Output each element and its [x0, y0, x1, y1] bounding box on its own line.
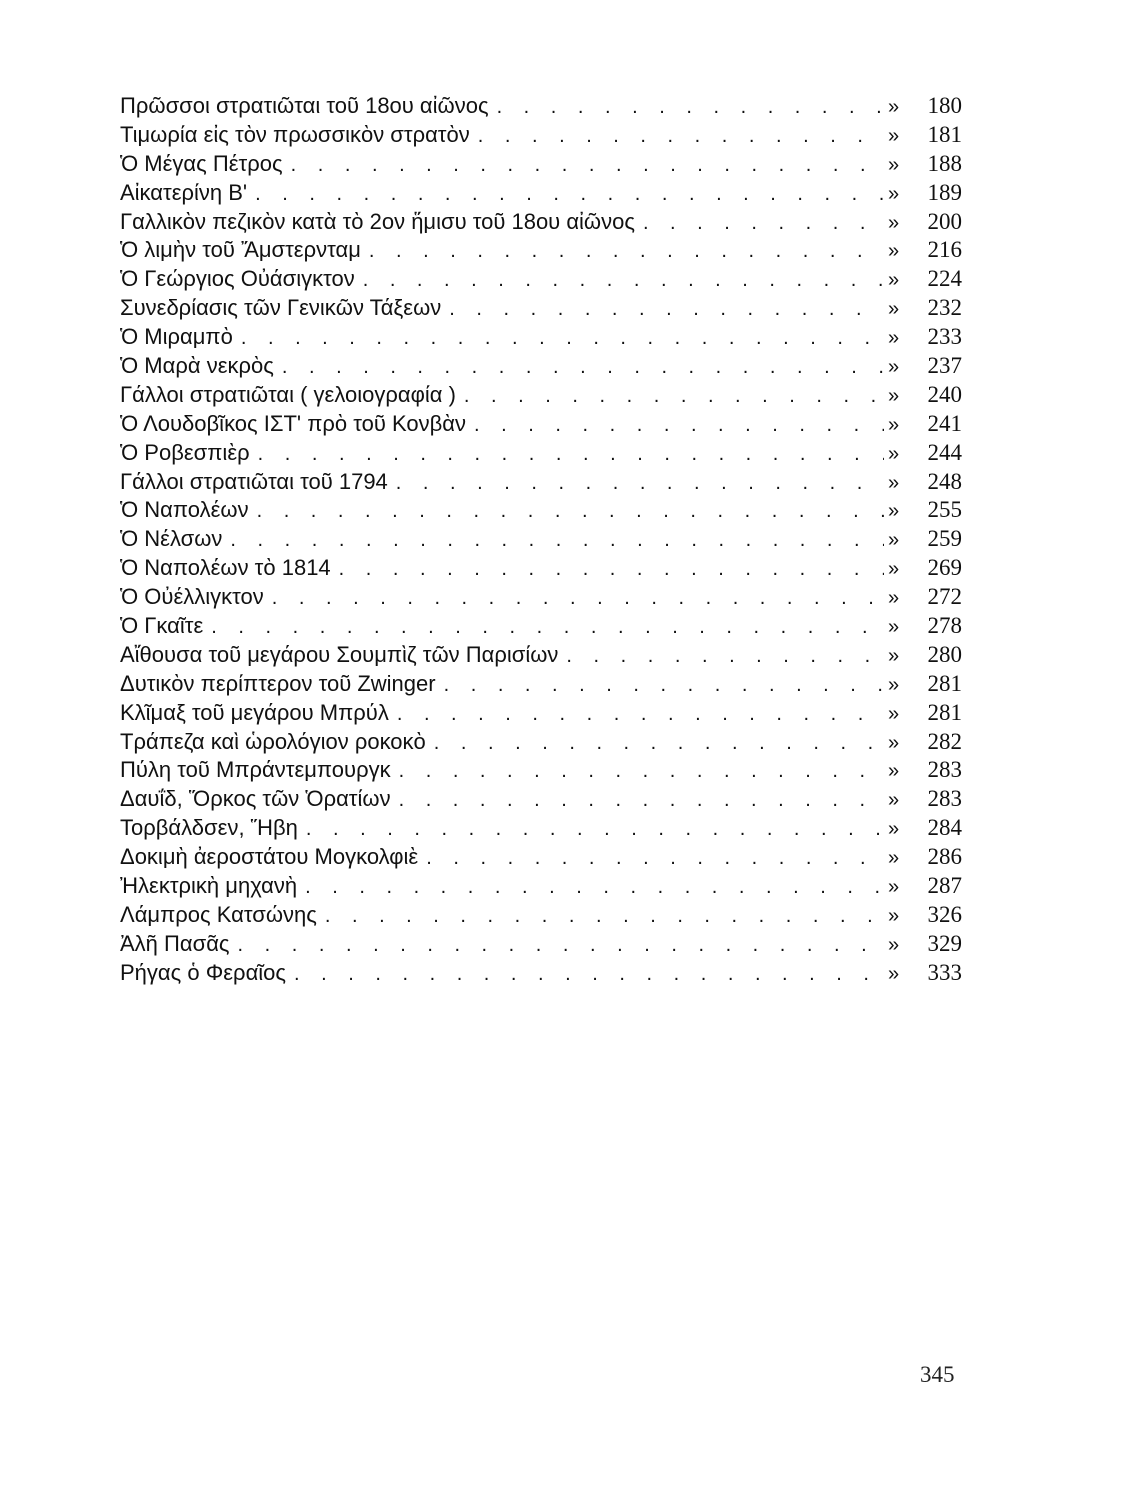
dot-leader	[643, 209, 884, 238]
toc-entry-page: 333	[927, 959, 962, 985]
toc-entry-title: Γάλλοι στρατιῶται τοῦ 1794	[120, 468, 388, 494]
toc-entry-title: Πρῶσσοι στρατιῶται τοῦ 18ου αἰῶνος	[120, 93, 489, 118]
toc-entry-title: Αἰκατερίνη Β'	[120, 179, 248, 205]
ditto-marker: »	[888, 96, 900, 118]
toc-entry	[120, 728, 962, 757]
dot-leader	[396, 469, 884, 498]
dot-leader	[272, 584, 884, 613]
table-of-illustrations	[120, 92, 962, 988]
toc-entry-page: 233	[927, 324, 962, 350]
toc-entry	[120, 265, 962, 294]
toc-entry	[120, 641, 962, 670]
toc-entry	[120, 814, 962, 843]
ditto-marker: »	[888, 731, 900, 754]
toc-entry	[120, 670, 962, 699]
ditto-marker: »	[888, 587, 900, 610]
toc-entry-page: 200	[927, 208, 962, 234]
dot-leader	[497, 93, 884, 122]
toc-entry-page: 237	[927, 353, 962, 379]
dot-leader	[211, 613, 884, 642]
toc-entry-title: Ὁ Ναπολέων	[120, 497, 249, 523]
ditto-marker: »	[888, 789, 900, 812]
toc-entry	[120, 525, 962, 554]
toc-entry-page: 329	[927, 930, 962, 956]
toc-entry	[120, 930, 962, 959]
dot-leader	[306, 815, 884, 844]
ditto-marker: »	[888, 760, 900, 783]
toc-entry-page: 248	[927, 468, 962, 494]
toc-entry-title: Συνεδρίασις τῶν Γενικῶν Τάξεων	[120, 295, 442, 321]
toc-entry-page: 283	[927, 757, 962, 783]
ditto-marker: »	[888, 933, 900, 956]
toc-entry	[120, 468, 962, 497]
toc-entry	[120, 785, 962, 814]
toc-entry-title: Ὁ Νέλσων	[120, 526, 223, 552]
ditto-marker: »	[888, 702, 900, 725]
toc-entry	[120, 208, 962, 237]
dot-leader	[566, 642, 884, 671]
ditto-marker: »	[888, 182, 900, 205]
ditto-marker: »	[888, 153, 900, 176]
toc-entry-page: 272	[927, 584, 962, 610]
dot-leader	[291, 151, 884, 180]
toc-entry-title: Ἀλῆ Πασᾶς	[120, 930, 230, 956]
toc-entry-title: Ὁ Οὐέλλιγκτον	[120, 584, 264, 610]
toc-entry-page: 286	[927, 844, 962, 870]
toc-entry-title: Ὁ Μιραμπὸ	[120, 324, 233, 350]
toc-entry-page: 281	[927, 699, 962, 725]
toc-entry-page: 244	[927, 439, 962, 465]
toc-entry	[120, 323, 962, 352]
dot-leader	[258, 440, 884, 469]
ditto-marker: »	[888, 558, 900, 581]
toc-entry-title: Τορβάλδσεν, Ἥβη	[120, 815, 298, 841]
toc-entry-title: Τιμωρία εἰς τὸν πρωσσικὸν στρατὸν	[120, 121, 470, 147]
toc-entry-title: Πύλη τοῦ Μπράντεμπουργκ	[120, 757, 391, 783]
toc-entry-title: Δυτικὸν περίπτερον τοῦ Zwinger	[120, 670, 436, 696]
toc-entry	[120, 612, 962, 641]
dot-leader	[257, 497, 884, 526]
dot-leader	[399, 757, 884, 786]
ditto-marker: »	[888, 616, 900, 639]
toc-entry	[120, 294, 962, 323]
page-number: 345	[920, 1362, 955, 1387]
dot-leader	[230, 526, 884, 555]
toc-entry-page: 326	[927, 901, 962, 927]
toc-entry-page: 240	[927, 381, 962, 407]
toc-entry-title: Αἴθουσα τοῦ μεγάρου Σουμπὶζ τῶν Παρισίων	[120, 641, 559, 667]
toc-entry	[120, 959, 962, 988]
toc-entry-title: Γάλλοι στρατιῶται ( γελοιογραφία )	[120, 381, 456, 407]
ditto-marker: »	[888, 644, 900, 667]
ditto-marker: »	[888, 904, 900, 927]
toc-entry-title: Γαλλικὸν πεζικὸν κατὰ τὸ 2ον ἥμισυ τοῦ 18ου αἰῶνος	[120, 208, 635, 234]
ditto-marker: »	[888, 356, 900, 379]
ditto-marker: »	[888, 818, 900, 841]
dot-leader	[426, 844, 884, 873]
toc-entry-page: 224	[927, 266, 962, 292]
ditto-marker: »	[888, 413, 900, 436]
toc-entry	[120, 179, 962, 208]
toc-entry-title: Ὁ Ναπολέων τὸ 1814	[120, 555, 331, 581]
toc-entry	[120, 150, 962, 179]
toc-entry-title: Ὁ Λουδοβῖκος ΙΣΤ' πρὸ τοῦ Κονβὰν	[120, 410, 467, 436]
dot-leader	[434, 729, 884, 758]
dot-leader	[444, 671, 884, 700]
toc-entry-title: Κλῖμαξ τοῦ μεγάρου Μπρύλ	[120, 699, 389, 725]
toc-entry-page: 188	[927, 150, 962, 176]
toc-entry	[120, 756, 962, 785]
toc-entry-page: 269	[927, 555, 962, 581]
dot-leader	[255, 180, 884, 209]
dot-leader	[464, 382, 884, 411]
toc-entry-page: 232	[927, 295, 962, 321]
toc-entry-title: Ὁ Γεώργιος Οὐάσιγκτον	[120, 266, 355, 292]
toc-entry-title: Ὁ Μέγας Πέτρος	[120, 150, 283, 176]
toc-entry-page: 280	[927, 641, 962, 667]
dot-leader	[294, 960, 884, 989]
toc-entry-page: 189	[927, 179, 962, 205]
toc-entry	[120, 583, 962, 612]
toc-entry-page: 241	[927, 410, 962, 436]
toc-entry-title: Ὁ λιμὴν τοῦ Ἄμστερνταμ	[120, 237, 361, 263]
toc-entry-title: Ὁ Μαρὰ νεκρὸς	[120, 353, 274, 379]
ditto-marker: »	[888, 124, 900, 147]
toc-entry-page: 255	[927, 497, 962, 523]
toc-entry-title: Ἠλεκτρικὴ μηχανὴ	[120, 873, 298, 899]
toc-entry	[120, 843, 962, 872]
dot-leader	[474, 411, 884, 440]
dot-leader	[478, 122, 884, 151]
toc-entry-page: 281	[927, 670, 962, 696]
toc-entry-title: Ὁ Ροβεσπιὲρ	[120, 439, 250, 465]
ditto-marker: »	[888, 962, 900, 985]
toc-entry-page: 181	[927, 121, 962, 147]
dot-leader	[399, 786, 884, 815]
dot-leader	[397, 700, 884, 729]
toc-entry	[120, 901, 962, 930]
ditto-marker: »	[888, 211, 900, 234]
toc-entry-title: Ὁ Γκαῖτε	[120, 613, 204, 639]
toc-entry	[120, 352, 962, 381]
toc-entry-page: 283	[927, 786, 962, 812]
dot-leader	[325, 902, 884, 931]
toc-entry	[120, 236, 962, 265]
ditto-marker: »	[888, 471, 900, 494]
toc-entry	[120, 381, 962, 410]
toc-entry	[120, 92, 962, 121]
dot-leader	[238, 931, 884, 960]
ditto-marker: »	[888, 500, 900, 523]
toc-entry	[120, 410, 962, 439]
ditto-marker: »	[888, 269, 900, 292]
ditto-marker: »	[888, 529, 900, 552]
toc-entry-page: 180	[927, 93, 962, 118]
dot-leader	[241, 324, 884, 353]
toc-entry-page: 287	[927, 873, 962, 899]
dot-leader	[282, 353, 884, 382]
toc-entry	[120, 439, 962, 468]
dot-leader	[449, 295, 884, 324]
ditto-marker: »	[888, 442, 900, 465]
toc-entry-page: 259	[927, 526, 962, 552]
toc-entry-title: Ρήγας ὁ Φεραῖος	[120, 959, 287, 985]
ditto-marker: »	[888, 240, 900, 263]
toc-entry-page: 216	[927, 237, 962, 263]
dot-leader	[305, 873, 884, 902]
ditto-marker: »	[888, 327, 900, 350]
ditto-marker: »	[888, 298, 900, 321]
dot-leader	[339, 555, 884, 584]
toc-entry	[120, 496, 962, 525]
toc-entry	[120, 699, 962, 728]
ditto-marker: »	[888, 384, 900, 407]
ditto-marker: »	[888, 847, 900, 870]
toc-entry-page: 278	[927, 613, 962, 639]
dot-leader	[369, 237, 884, 266]
toc-entry	[120, 872, 962, 901]
toc-entry-page: 282	[927, 728, 962, 754]
toc-entry-title: Λάμπρος Κατσώνης	[120, 901, 317, 927]
toc-entry	[120, 554, 962, 583]
toc-entry-title: Δοκιμὴ ἀεροστάτου Μογκολφιὲ	[120, 844, 419, 870]
toc-entry-title: Τράπεζα καὶ ὡρολόγιον ροκοκὸ	[120, 728, 426, 754]
dot-leader	[363, 266, 884, 295]
toc-entry	[120, 121, 962, 150]
ditto-marker: »	[888, 876, 900, 899]
ditto-marker: »	[888, 673, 900, 696]
toc-entry-page: 284	[927, 815, 962, 841]
toc-entry-title: Δαυΐδ, Ὅρκος τῶν Ὁρατίων	[120, 786, 391, 812]
